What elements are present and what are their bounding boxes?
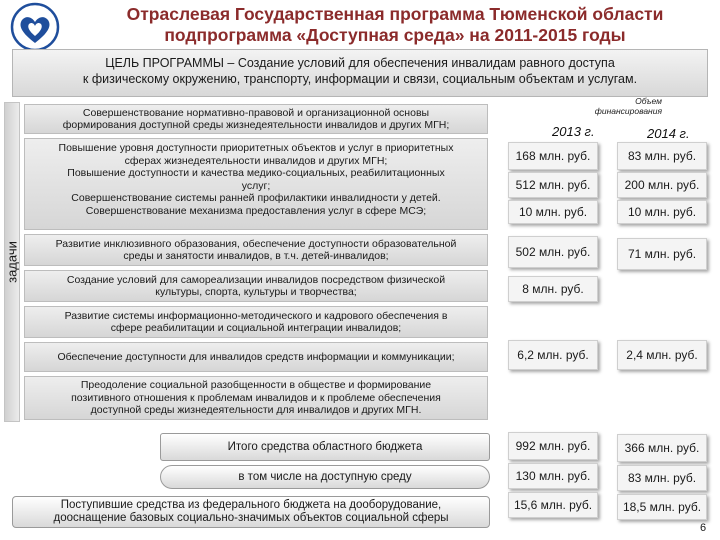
regional-total-label: Итого средства областного бюджета — [160, 433, 490, 461]
page-number: 6 — [700, 522, 707, 534]
task-7-line-1: Развитие системы информационно-методического и кадрового обеспечения в — [64, 309, 448, 322]
accessible-env-2013: 130 млн. руб. — [508, 463, 598, 489]
task-5-line-1: Развитие инклюзивного образования, обеспечение доступности образовательной — [55, 237, 457, 250]
value-r2-2014: 200 млн. руб. — [617, 172, 707, 198]
task-item-6 — [24, 270, 488, 302]
task-4-line-1: Совершенствование системы ранней профилактики инвалидности у детей. — [71, 192, 441, 204]
funding-header — [508, 96, 718, 116]
page-title — [70, 4, 720, 46]
federal-funds-label — [12, 496, 490, 528]
federal-label-line-2: дооснащение базовых социально-значимых объектов социальной сферы — [53, 512, 449, 524]
value-r5-2013: 8 млн. руб. — [508, 276, 598, 302]
funding-header-line-2: финансирования — [594, 106, 662, 116]
federal-label-line-1: Поступившие средства из федерального бюджета на дооборудование, — [60, 499, 442, 511]
task-6-line-1: Создание условий для самореализации инвалидов посредством физической — [66, 273, 446, 286]
value-r4-2013: 502 млн. руб. — [508, 236, 598, 268]
task-9-line-3: доступной среды жизнедеятельности для инвалидов и других МГН. — [90, 404, 422, 417]
accessible-env-2014: 83 млн. руб. — [617, 465, 707, 491]
task-1-line-1: Совершенствование нормативно-правовой и организационной основы — [82, 106, 430, 119]
task-4-line-2: Совершенствование механизма предоставления услуг в сфере МСЭ; — [85, 204, 427, 217]
year-2013-header: 2013 г. — [552, 124, 595, 139]
regional-total-2013: 992 млн. руб. — [508, 432, 598, 460]
goal-line-2: к физическому окружению, транспорту, информации и связи, социальным объектам и услугам. — [82, 72, 638, 86]
tasks-label-text: задачи — [4, 241, 20, 283]
year-2014-header: 2014 г. — [647, 126, 690, 141]
task-group-2-4 — [24, 138, 488, 230]
task-7-line-2: сфере реабилитации и социальной интеграции инвалидов; — [110, 322, 402, 334]
goal-line-1: ЦЕЛЬ ПРОГРАММЫ – Создание условий для обеспечения инвалидам равного доступа — [105, 56, 615, 70]
task-9-line-1: Преодоление социальной разобщенности в обществе и формирование — [80, 379, 432, 392]
value-r6-2014: 2,4 млн. руб. — [617, 340, 707, 370]
program-goal — [12, 49, 708, 97]
value-r1-2014: 83 млн. руб. — [617, 142, 707, 170]
value-r3-2014: 10 млн. руб. — [617, 200, 707, 224]
task-3-line-1: Повышение доступности и качества медико-социальных, реабилитационных — [67, 167, 445, 179]
title-line-1: Отраслевая Государственная программа Тюменской области — [126, 4, 664, 24]
value-r3-2013: 10 млн. руб. — [508, 200, 598, 224]
value-r6-2013: 6,2 млн. руб. — [508, 340, 598, 370]
task-3-line-2: услуг; — [241, 179, 271, 192]
task-item-7 — [24, 306, 488, 338]
task-2-line-1: Повышение уровня доступности приоритетных объектов и услуг в приоритетных — [58, 142, 454, 154]
title-line-2: подпрограмма «Доступная среда» на 2011-2015 годы — [164, 25, 626, 45]
task-1-line-2: формирования доступной среды жизнедеятельности инвалидов и других МГН; — [62, 119, 450, 131]
task-item-9 — [24, 376, 488, 420]
regional-total-2014: 366 млн. руб. — [617, 434, 707, 462]
funding-header-line-1: Объем — [635, 96, 662, 106]
value-r4-2014: 71 млн. руб. — [617, 238, 707, 270]
task-2-line-2: сферах жизнедеятельности инвалидов и других МГН; — [124, 154, 388, 167]
value-r2-2013: 512 млн. руб. — [508, 172, 598, 198]
accessible-env-label: в том числе на доступную среду — [160, 465, 490, 489]
value-r1-2013: 168 млн. руб. — [508, 142, 598, 170]
task-5-line-2: среды и занятости инвалидов, в т.ч. детей-инвалидов; — [123, 250, 389, 262]
task-6-line-2: культуры, спорта, культуры и творчества; — [155, 286, 357, 298]
federal-funds-2014: 18,5 млн. руб. — [617, 494, 707, 520]
task-8-line-1: Обеспечение доступности для инвалидов средств информации и коммуникации; — [57, 350, 455, 363]
task-9-line-2: позитивного отношения к проблемам инвалидов и к проблеме обеспечения — [71, 391, 441, 404]
federal-funds-2013: 15,6 млн. руб. — [508, 492, 598, 518]
logo-emblem-icon — [4, 2, 66, 52]
task-item-8 — [24, 342, 488, 372]
task-item-1 — [24, 104, 488, 134]
tasks-vertical-label — [4, 102, 20, 422]
task-item-5 — [24, 234, 488, 266]
logo — [4, 2, 66, 52]
